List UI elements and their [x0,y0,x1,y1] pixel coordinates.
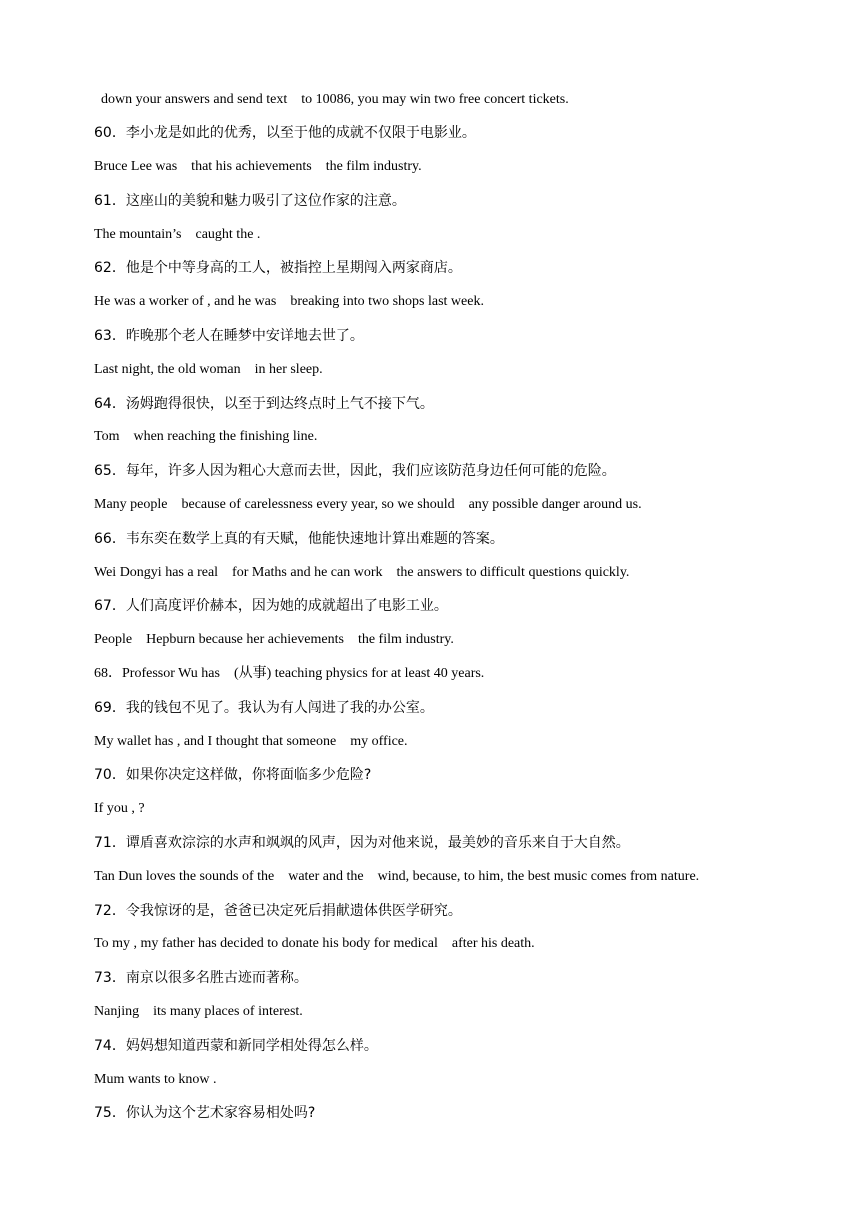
answer-line: Wei Dongyi has a real for Maths and he can work the answers to difficult questions quickly. [94,565,630,580]
question-prompt: 68．Professor Wu has (从事) teaching physics for at least 40 years. [94,666,485,681]
answer-line: Bruce Lee was that his achievements the film industry. [94,159,422,174]
question-prompt: 69．我的钱包不见了。我认为有人闯进了我的办公室。 [94,700,434,716]
question-prompt: 66．韦东奕在数学上真的有天赋，他能快速地计算出难题的答案。 [94,531,504,547]
answer-line: Tom when reaching the finishing line. [94,429,318,444]
answer-line: Last night, the old woman in her sleep. [94,362,323,377]
question-prompt: 63．昨晚那个老人在睡梦中安详地去世了。 [94,328,364,344]
question-prompt: 62．他是个中等身高的工人，被指控上星期闯入两家商店。 [94,260,462,276]
question-prompt: 60．李小龙是如此的优秀，以至于他的成就不仅限于电影业。 [94,125,476,141]
answer-line: To my , my father has decided to donate his body for medical after his death. [94,936,535,951]
answer-line: He was a worker of , and he was breaking into two shops last week. [94,294,484,309]
question-prompt: 71．谭盾喜欢淙淙的水声和飒飒的风声，因为对他来说，最美妙的音乐来自于大自然。 [94,835,630,851]
question-prompt: 65．每年，许多人因为粗心大意而去世，因此，我们应该防范身边任何可能的危险。 [94,463,616,479]
answer-line: Tan Dun loves the sounds of the water and the wind, because, to him, the best music comes from nature. [94,869,700,884]
question-prompt: 73．南京以很多名胜古迹而著称。 [94,970,308,986]
answer-line: Nanjing its many places of interest. [94,1004,303,1019]
question-prompt: 75．你认为这个艺术家容易相处吗? [94,1105,316,1121]
answer-line: My wallet has , and I thought that someone my office. [94,734,408,749]
text-line: down your answers and send text to 10086, you may win two free concert tickets. [101,92,569,107]
answer-line: People Hepburn because her achievements the film industry. [94,632,454,647]
answer-line: Mum wants to know . [94,1072,217,1087]
question-prompt: 70．如果你决定这样做，你将面临多少危险? [94,767,372,783]
question-prompt: 72．令我惊讶的是，爸爸已决定死后捐献遗体供医学研究。 [94,903,462,919]
question-prompt: 64．汤姆跑得很快，以至于到达终点时上气不接下气。 [94,396,434,412]
question-prompt: 67．人们高度评价赫本，因为她的成就超出了电影工业。 [94,598,448,614]
answer-line: If you , ? [94,801,145,816]
answer-line: Many people because of carelessness every year, so we should any possible danger around us. [94,497,642,512]
answer-line: The mountain’s caught the . [94,227,261,242]
question-prompt: 74．妈妈想知道西蒙和新同学相处得怎么样。 [94,1038,378,1054]
question-prompt: 61．这座山的美貌和魅力吸引了这位作家的注意。 [94,193,406,209]
